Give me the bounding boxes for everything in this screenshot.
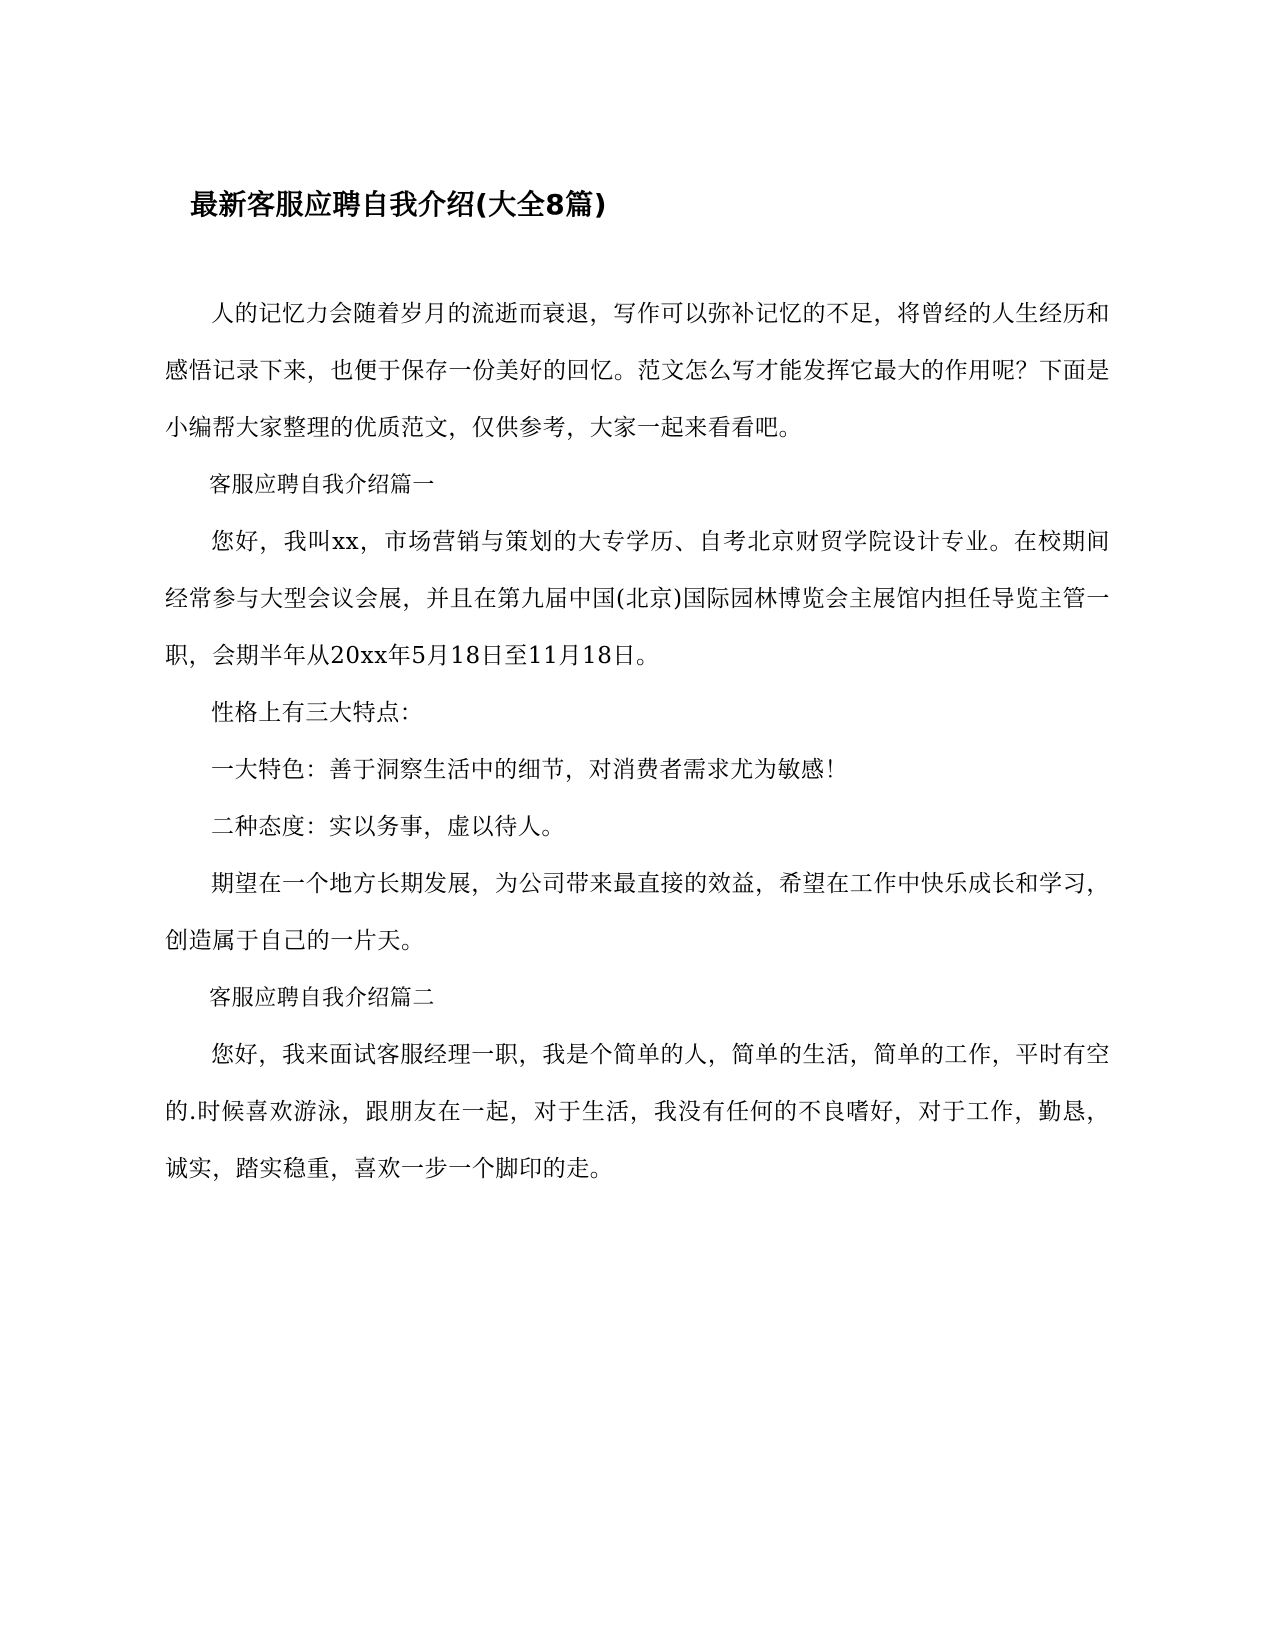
- paragraph-section1-1: 您好，我叫xx，市场营销与策划的大专学历、自考北京财贸学院设计专业。在校期间经常参与大型会议会展，并且在第九届中国(北京)国际园林博览会主展馆内担任导览主管一职，会期半年从20xx年5月18日至11月18日。: [165, 529, 1110, 670]
- section-heading-1: 客服应聘自我介绍篇一: [209, 473, 436, 499]
- paragraph-section2-1: 您好，我来面试客服经理一职，我是个简单的人，简单的生活，简单的工作，平时有空的.时候喜欢游泳，跟朋友在一起，对于生活，我没有任何的不良嗜好，对于工作，勤恳，诚实，踏实稳重，喜欢一步一个脚印的走。: [165, 1042, 1110, 1183]
- paragraph-intro: 人的记忆力会随着岁月的流逝而衰退，写作可以弥补记忆的不足，将曾经的人生经历和感悟记录下来，也便于保存一份美好的回忆。范文怎么写才能发挥它最大的作用呢？下面是小编帮大家整理的优质范文，仅供参考，大家一起来看看吧。: [165, 301, 1110, 442]
- paragraph-section1-2: 性格上有三大特点：: [211, 700, 424, 727]
- paragraph-section1-4: 二种态度：实以务事，虚以待人。: [211, 814, 565, 841]
- paragraph-section1-5: 期望在一个地方长期发展，为公司带来最直接的效益，希望在工作中快乐成长和学习，创造属于自己的一片天。: [165, 871, 1110, 955]
- page-title: 最新客服应聘自我介绍(大全8篇): [190, 188, 608, 221]
- paragraph-section1-3: 一大特色：善于洞察生活中的细节，对消费者需求尤为敏感！: [211, 757, 849, 784]
- section-heading-2: 客服应聘自我介绍篇二: [209, 986, 436, 1012]
